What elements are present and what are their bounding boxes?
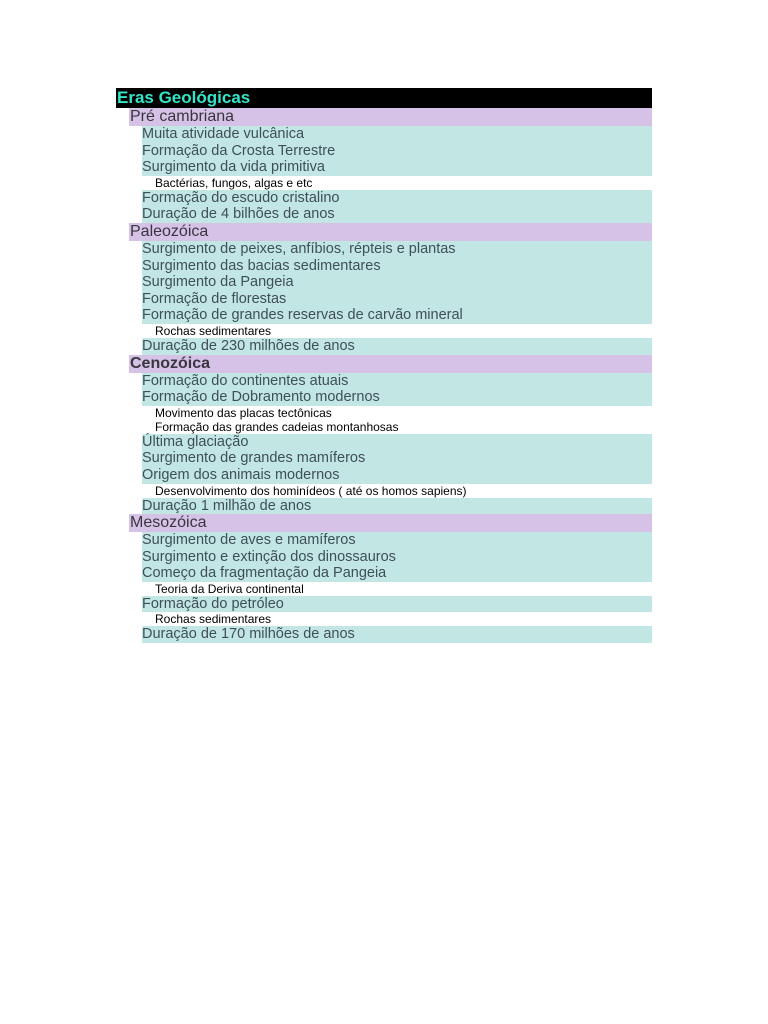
spreadsheet-table	[116, 88, 652, 643]
era-item: Surgimento da vida primitiva	[142, 159, 325, 176]
era-item: Surgimento e extinção dos dinossauros	[142, 548, 396, 565]
era-item: Última glaciação	[142, 433, 249, 450]
era-item: Surgimento de grandes mamíferos	[142, 450, 366, 467]
era-item: Surgimento das bacias sedimentares	[142, 257, 381, 274]
era-item: Surgimento da Pangeia	[142, 274, 294, 291]
era-item: Formação do petróleo	[142, 595, 284, 612]
era-note: Rochas sedimentares	[155, 324, 652, 338]
era-item: Muita atividade vulcânica	[142, 126, 305, 142]
sheet-title: Eras Geológicas	[116, 88, 652, 108]
era-item: Duração 1 milhão de anos	[142, 497, 312, 514]
era-items-block	[142, 126, 652, 176]
era-item: Formação do escudo cristalino	[142, 189, 340, 206]
era-items-block	[142, 532, 652, 582]
era-note: Teoria da Deriva continental	[155, 582, 652, 596]
era-item: Duração de 170 milhões de anos	[142, 626, 355, 643]
era-items-block	[142, 338, 652, 355]
era-item: Origem dos animais modernos	[142, 466, 340, 483]
era-items-block	[142, 190, 652, 223]
era-items-block	[142, 626, 652, 643]
era-item: Formação de florestas	[142, 290, 287, 307]
era-items-block	[142, 434, 652, 484]
eras-list	[116, 108, 652, 643]
era-item: Surgimento de aves e mamíferos	[142, 532, 356, 549]
era-item: Formação de Dobramento modernos	[142, 389, 380, 406]
era-item: Formação da Crosta Terrestre	[142, 142, 336, 159]
era-item: Começo da fragmentação da Pangeia	[142, 565, 387, 582]
era-item: Surgimento de peixes, anfíbios, répteis e plantas	[142, 240, 456, 257]
era-heading: Cenozóica	[129, 355, 652, 373]
era-heading: Mesozóica	[129, 514, 652, 532]
era-note: Desenvolvimento dos hominídeos ( até os homos sapiens)	[155, 484, 652, 498]
era-note: Formação das grandes cadeias montanhosas	[155, 420, 652, 434]
era-item: Formação de grandes reservas de carvão mineral	[142, 307, 463, 324]
era-items-block	[142, 596, 652, 613]
era-item: Duração de 4 bilhões de anos	[142, 206, 335, 223]
era-items-block	[142, 498, 652, 515]
era-item: Duração de 230 milhões de anos	[142, 337, 355, 354]
era-note: Movimento das placas tectônicas	[155, 406, 652, 420]
era-heading: Paleozóica	[129, 223, 652, 241]
era-items-block	[142, 373, 652, 406]
era-note: Rochas sedimentares	[155, 612, 652, 626]
era-heading: Pré cambriana	[129, 108, 652, 126]
era-items-block	[142, 241, 652, 324]
era-item: Formação do continentes atuais	[142, 372, 349, 389]
era-note: Bactérias, fungos, algas e etc	[155, 176, 652, 190]
